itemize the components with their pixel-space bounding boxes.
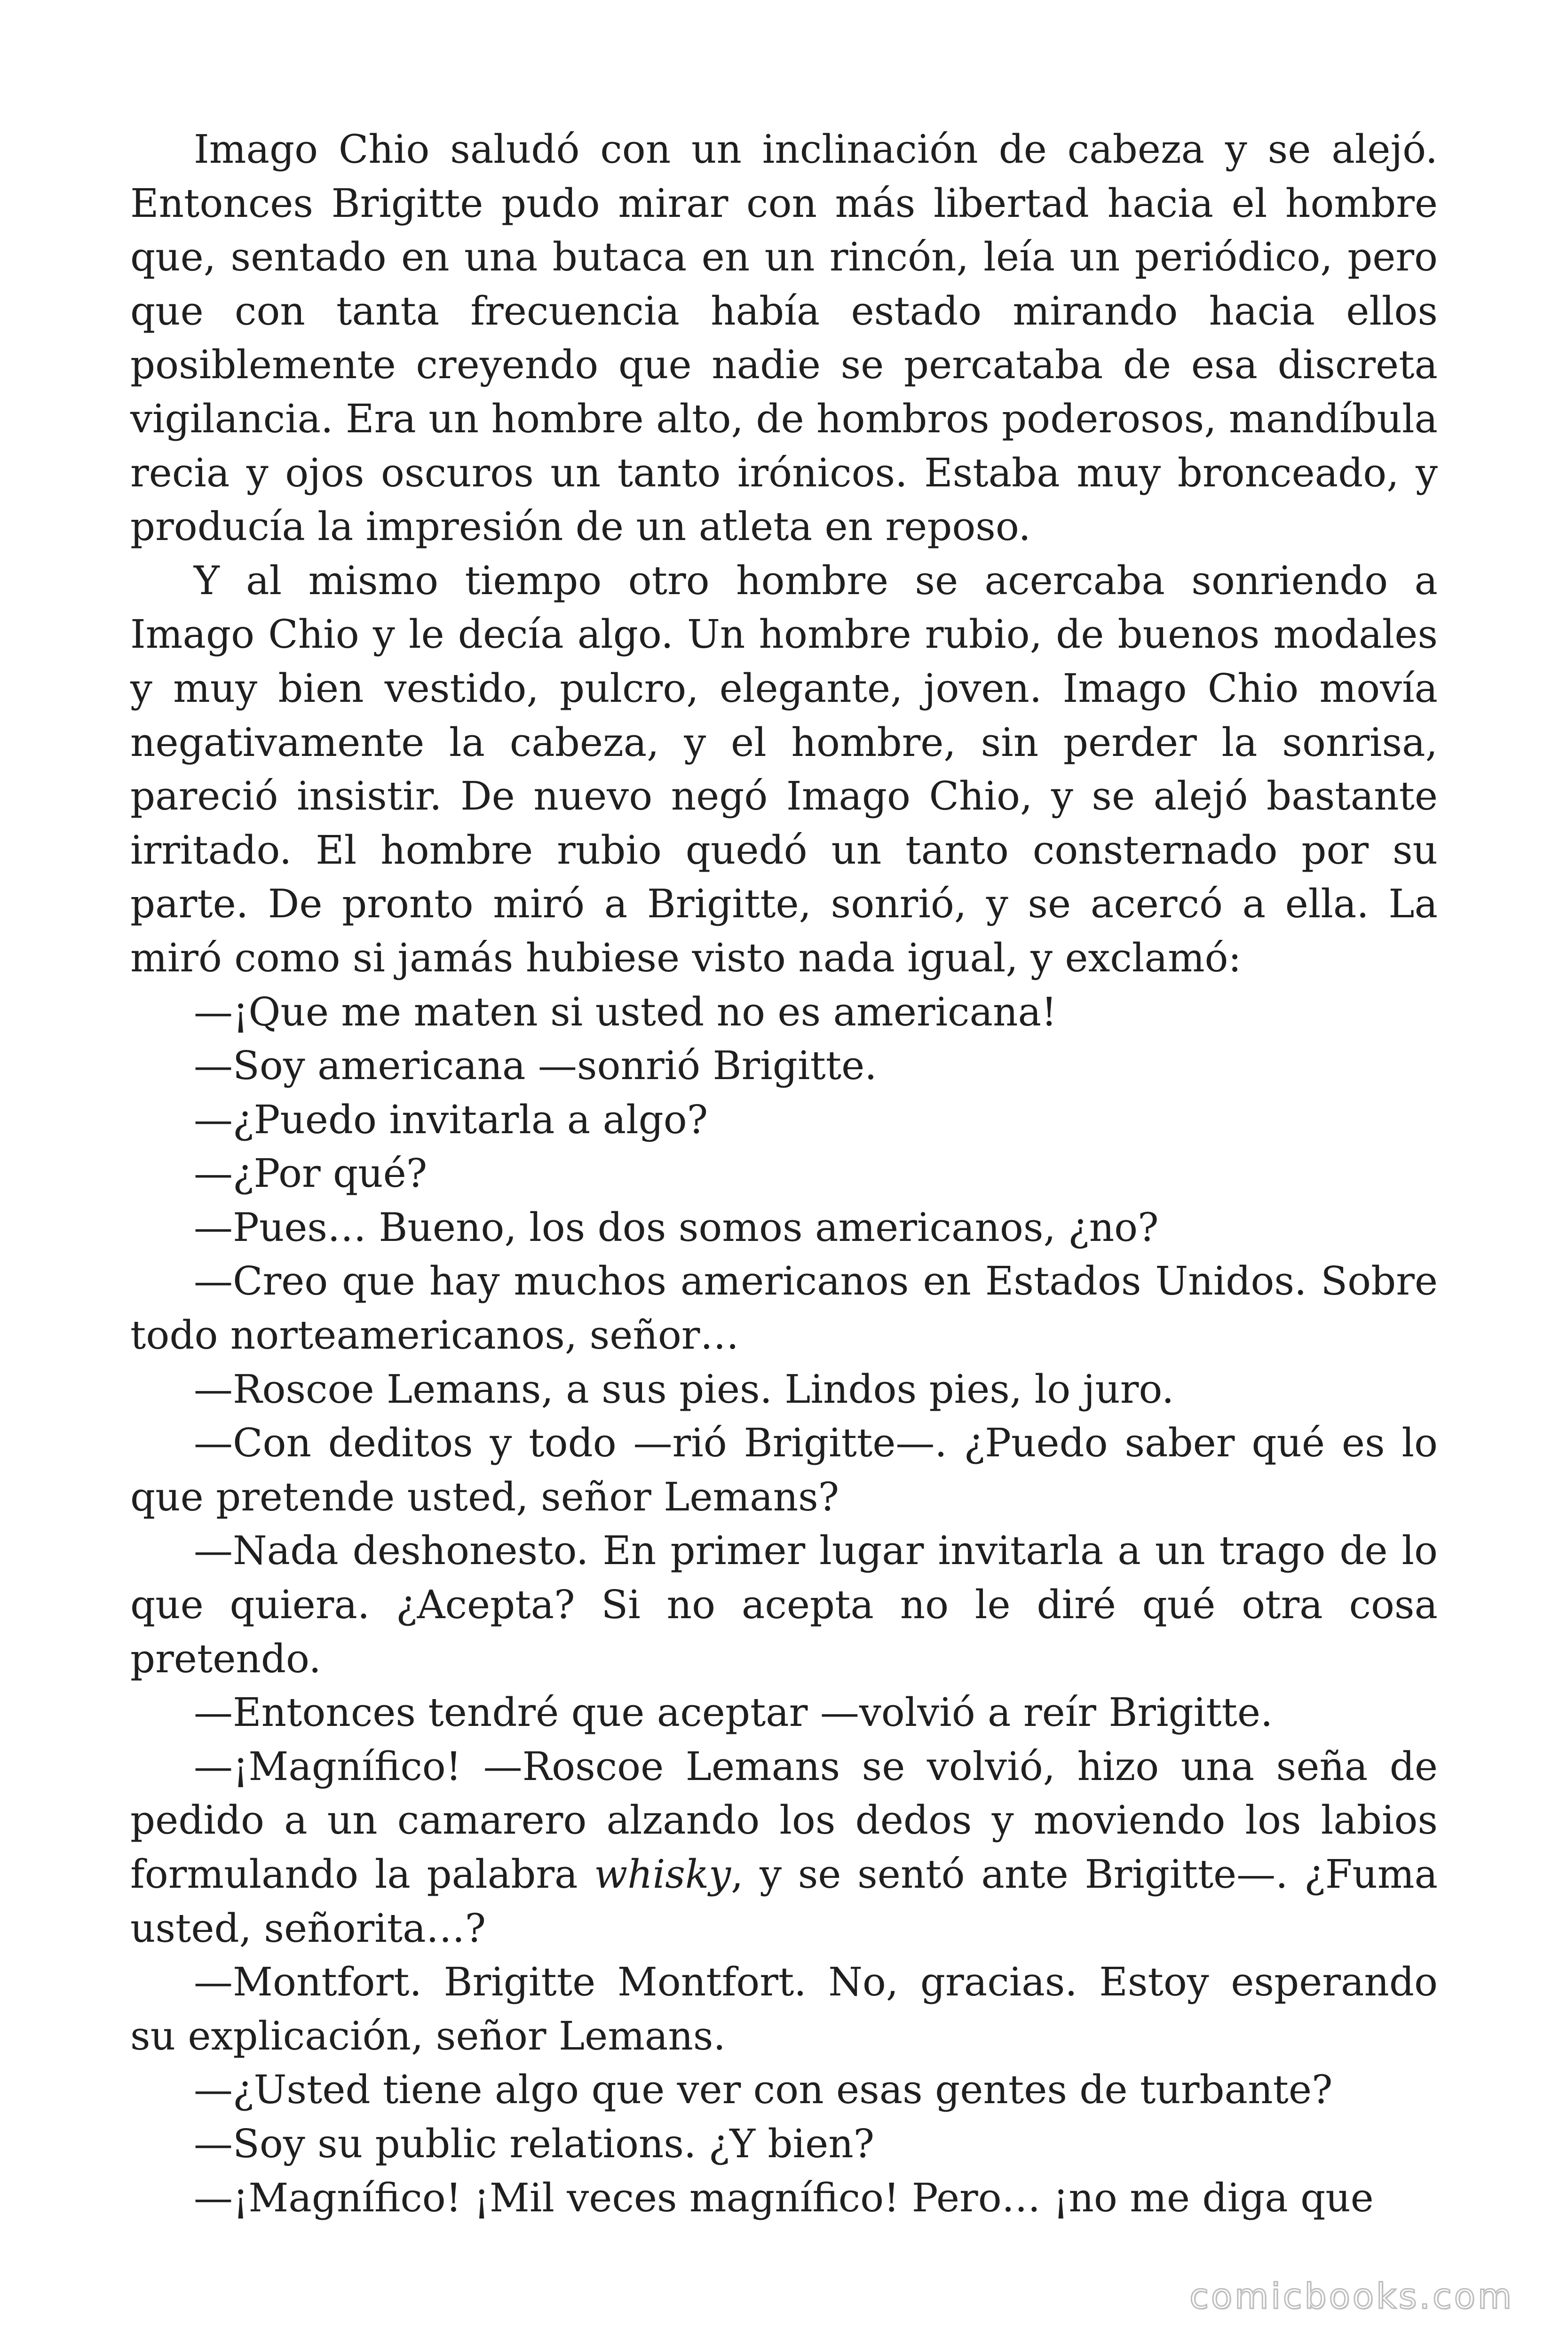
dialogue-line: —¿Puedo invitarla a algo? xyxy=(194,1097,708,1143)
dialogue-line: —Creo que hay muchos americanos en Estados Unidos. Sobre todo norteamericanos, señor… xyxy=(130,1258,1438,1359)
watermark-logo: comicbooks.com xyxy=(1189,2276,1514,2317)
dialogue-line: —Pues… Bueno, los dos somos americanos, ¿no? xyxy=(194,1204,1159,1250)
dialogue-line: —Montfort. Brigitte Montfort. No, gracias. Estoy esperando su explicación, señor Lemans. xyxy=(130,1959,1438,2059)
dialogue-text: , y se sentó ante Brigitte—. ¿Fuma usted, señorita…? xyxy=(130,1851,1438,1951)
dialogue-line: —Soy americana —sonrió Brigitte. xyxy=(194,1043,877,1089)
dialogue-line: —¡Magnífico! ¡Mil veces magnífico! Pero… ¡no me diga que xyxy=(194,2175,1374,2221)
dialogue-line: —Soy su public relations. ¿Y bien? xyxy=(194,2121,875,2167)
paragraph: Y al mismo tiempo otro hombre se acercaba sonriendo a Imago Chio y le decía algo. Un hombre rubio, de buenos modales y muy bien vestido, pulcro, elegante, joven. Imago Chio movía negativamente la cabeza, y el hombre, sin perder la sonrisa, pareció insistir. De nuevo negó Imago Chio, y se alejó bastante irritado. El hombre rubio quedó un tanto consternado por su parte. De pronto miró a Brigitte, sonrió, y se acercó a ella. La miró como si jamás hubiese visto nada igual, y exclamó: xyxy=(130,557,1438,981)
dialogue-line: —Nada deshonesto. En primer lugar invitarla a un trago de lo que quiera. ¿Acepta? Si no acepta no le diré qué otra cosa pretendo. xyxy=(130,1528,1438,1682)
dialogue-line: —¡Que me maten si usted no es americana! xyxy=(194,989,1057,1035)
page-text xyxy=(130,123,1438,2225)
dialogue-line: —Roscoe Lemans, a sus pies. Lindos pies, lo juro. xyxy=(194,1366,1174,1412)
dialogue-line: —¿Por qué? xyxy=(194,1151,428,1197)
dialogue-line: —Entonces tendré que aceptar —volvió a reír Brigitte. xyxy=(194,1690,1273,1736)
dialogue-line: —Con deditos y todo —rió Brigitte—. ¿Puedo saber qué es lo que pretende usted, señor Lemans? xyxy=(130,1420,1438,1520)
dialogue-line xyxy=(130,1740,1438,1955)
paragraph: Imago Chio saludó con un inclinación de cabeza y se alejó. Entonces Brigitte pudo mirar con más libertad hacia el hombre que, sentado en una butaca en un rincón, leía un periódico, pero que con tanta frecuencia había estado mirando hacia ellos posiblemente creyendo que nadie se percataba de esa discreta vigilancia. Era un hombre alto, de hombros poderosos, mandíbula recia y ojos oscuros un tanto irónicos. Estaba muy bronceado, y producía la impresión de un atleta en reposo. xyxy=(130,127,1438,550)
emphasized-word: whisky xyxy=(594,1851,731,1897)
dialogue-line: —¿Usted tiene algo que ver con esas gentes de turbante? xyxy=(194,2067,1333,2113)
dialogue-text: —¡Magnífico! —Roscoe Lemans se volvió, hizo una seña de pedido a un camarero alzando los dedos y moviendo los labios formulando la palabra xyxy=(130,1743,1438,1897)
